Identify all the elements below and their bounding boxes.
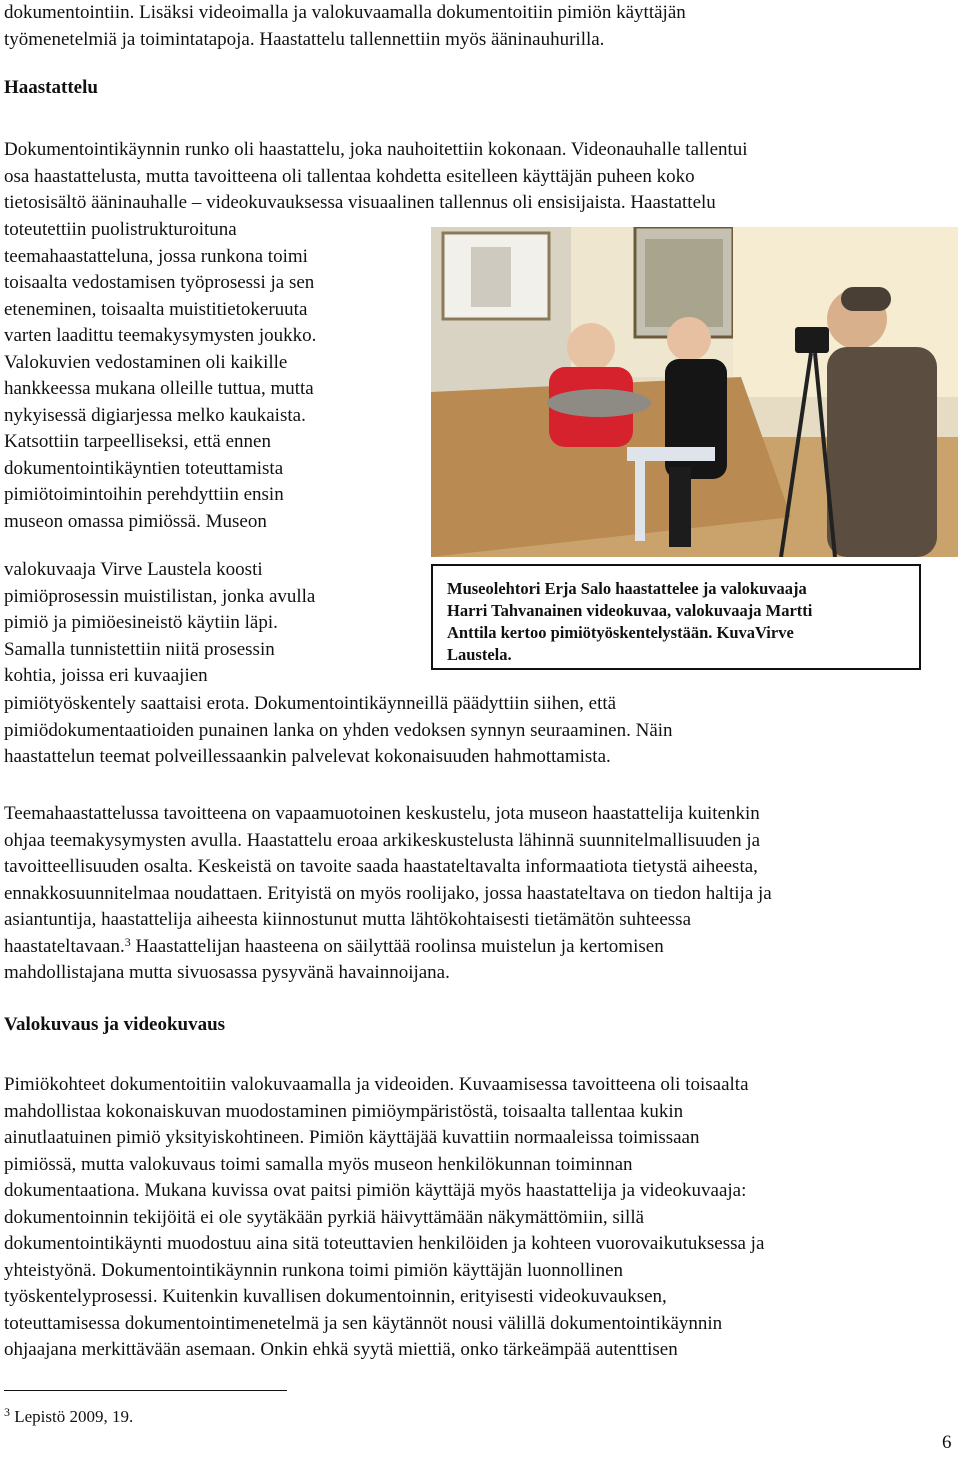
caption-line: Harri Tahvanainen videokuvaa, valokuvaaja Martti xyxy=(447,601,813,620)
text-line: osa haastattelusta, mutta tavoitteena oli tallentaa kohdetta esitelleen käyttäjän puheen koko xyxy=(4,165,695,187)
heading-haastattelu: Haastattelu xyxy=(4,77,98,98)
para1-left-column xyxy=(4,217,316,535)
text-line: valokuvaaja Virve Laustela koosti xyxy=(4,559,263,580)
text-line: Teemahaastattelussa tavoitteena on vapaamuotoinen keskustelu, jota museon haastattelija kuitenkin xyxy=(4,803,760,824)
text-line: museon omassa pimiössä. Museon xyxy=(4,510,267,532)
text-line: haastattelun teemat polveillessaankin palvelevat kokonaisuuden hahmottamista. xyxy=(4,746,611,767)
text-line: pimiössä, mutta valokuvaus toimi samalla myös museon henkilökunnan toiminnan xyxy=(4,1153,633,1175)
interview-photo xyxy=(431,227,958,557)
text-line: Dokumentointikäynnin runko oli haastattelu, joka nauhoitettiin kokonaan. Videonauhalle tallentui xyxy=(4,139,748,160)
text-line: pimiödokumentaatioiden punainen lanka on yhden vedoksen synnyn seuraaminen. Näin xyxy=(4,719,673,741)
text-line: ohjaajana merkittävään asemaan. Onkin ehkä syytä miettiä, onko tärkeämpää autenttisen xyxy=(4,1339,678,1360)
footnote-separator xyxy=(4,1390,287,1391)
intro-paragraph xyxy=(4,0,686,53)
text-line: tietosisältö ääninauhalle – videokuvauksessa visuaalinen tallennus oli ensisijaista. Haastattelu xyxy=(4,192,716,213)
text-line: toteutettiin puolistrukturoituna xyxy=(4,219,237,240)
para2-last-line: mahdollistajana mutta sivuosassa pysyvänä havainnoijana. xyxy=(4,962,450,983)
footnote xyxy=(4,1404,133,1431)
text-line: kohtia, joissa eri kuvaajien xyxy=(4,665,208,686)
text-line: dokumentointiin. Lisäksi videoimalla ja valokuvaamalla dokumentoitiin pimiön käyttäjän xyxy=(4,2,686,23)
text-line: toisaalta vedostamisen työprosessi ja sen xyxy=(4,272,315,293)
footnote-text: Lepistö 2009, 19. xyxy=(10,1407,134,1426)
para1-full-lines xyxy=(4,137,748,217)
para2-footref-text: haastateltavaan. xyxy=(4,935,125,957)
para3 xyxy=(4,1072,764,1364)
text-line: Samalla tunnistettiin niitä prosessin xyxy=(4,638,275,660)
text-line: toteuttamisessa dokumentointimenetelmä ja sen käytännöt nousi välillä dokumentointikäynnin xyxy=(4,1312,723,1334)
text-line: dokumentointikäyntien toteuttamista xyxy=(4,457,284,479)
heading-valokuvaus: Valokuvaus ja videokuvaus xyxy=(4,1014,226,1035)
text-line: pimiötoimintoihin perehdyttiin ensin xyxy=(4,484,284,505)
text-line: pimiötyöskentely saattaisi erota. Dokumentointikäynneillä päädyttiin siihen, että xyxy=(4,693,617,714)
para2 xyxy=(4,801,772,987)
text-line: hankkeessa mukana olleille tuttua, mutta xyxy=(4,378,314,399)
text-line: työmenetelmiä ja toimintatapoja. Haastattelu tallennettiin myös ääninauhurilla. xyxy=(4,28,605,50)
text-line: Pimiökohteet dokumentoitiin valokuvaamalla ja videoiden. Kuvaamisessa tavoitteena oli toisaalta xyxy=(4,1074,749,1095)
para1-end-lines xyxy=(4,691,673,771)
caption-line: Anttila kertoo pimiötyöskentelystään. KuvaVirve xyxy=(447,623,794,642)
text-line: ohjaa teemakysymysten avulla. Haastattelu eroaa arkikeskustelusta lähinnä suunnitelmallisuuden ja xyxy=(4,829,761,851)
text-line: asiantuntija, haastattelija aiheesta kiinnostunut mutta lähtökohtaisesti tietämätön suhteessa xyxy=(4,909,691,930)
text-line: ainutlaatuinen pimiö yksityiskohtineen. Pimiön käyttäjää kuvattiin normaaleissa toimissaan xyxy=(4,1127,700,1148)
interview-photo-illustration xyxy=(431,227,958,557)
text-line: yhteistyönä. Dokumentointikäynnin runkona toimi pimiön käyttäjän luonnollinen xyxy=(4,1259,624,1281)
para2-footref-line xyxy=(4,934,772,961)
text-line: dokumentointikäynti muodostuu aina sitä toteuttavien henkilöiden ja kohteen vuorovaikutuksessa ja xyxy=(4,1233,765,1254)
footnote-number: 3 xyxy=(4,1405,10,1419)
text-line: mahdollistaa kokonaiskuvan muodostaminen pimiöympäristöstä, toisaalta tallentaa kukin xyxy=(4,1100,684,1122)
text-line: dokumentaationa. Mukana kuvissa ovat paitsi pimiön käyttäjä myös haastattelija ja videokuvaaja: xyxy=(4,1180,747,1201)
text-line: Katsottiin tarpeelliseksi, että ennen xyxy=(4,431,271,452)
caption-line: Museolehtori Erja Salo haastattelee ja valokuvaaja xyxy=(447,579,807,598)
text-line: dokumentoinnin tekijöitä ei ole syytäkään pyrkiä häivyttämään näkymättömiin, sillä xyxy=(4,1206,645,1228)
footnote-reference[interactable]: 3 xyxy=(124,934,131,949)
text-line: pimiö ja pimiöesineistö käytiin läpi. xyxy=(4,612,278,633)
text-line: nykyisessä digiarjessa melko kaukaista. xyxy=(4,404,306,426)
photo-caption xyxy=(431,564,921,670)
para2-footref-continuation: Haastattelijan haasteena on säilyttää roolinsa muistelun ja kertomisen xyxy=(130,935,664,957)
page-number: 6 xyxy=(942,1432,952,1453)
text-line: teemahaastatteluna, jossa runkona toimi xyxy=(4,245,308,267)
text-line: Valokuvien vedostaminen oli kaikille xyxy=(4,351,288,373)
caption-line: Laustela. xyxy=(447,645,512,664)
text-line: pimiöprosessin muistilistan, jonka avulla xyxy=(4,585,316,607)
para1-left-column-2 xyxy=(4,557,315,690)
text-line: varten laadittu teemakysymysten joukko. xyxy=(4,325,317,346)
text-line: tavoitteellisuuden osalta. Keskeistä on tavoite saada haastateltavalta informaatiota tietystä aiheesta, xyxy=(4,856,758,877)
text-line: työskentelyprosessi. Kuitenkin kuvallisen dokumentoinnin, erityisesti videokuvauksen, xyxy=(4,1286,667,1307)
text-line: ennakkosuunnitelmaa noudattaen. Erityistä on myös roolijako, jossa haastateltava on tiedon haltija ja xyxy=(4,882,772,904)
text-line: eteneminen, toisaalta muistitietokeruuta xyxy=(4,298,308,320)
